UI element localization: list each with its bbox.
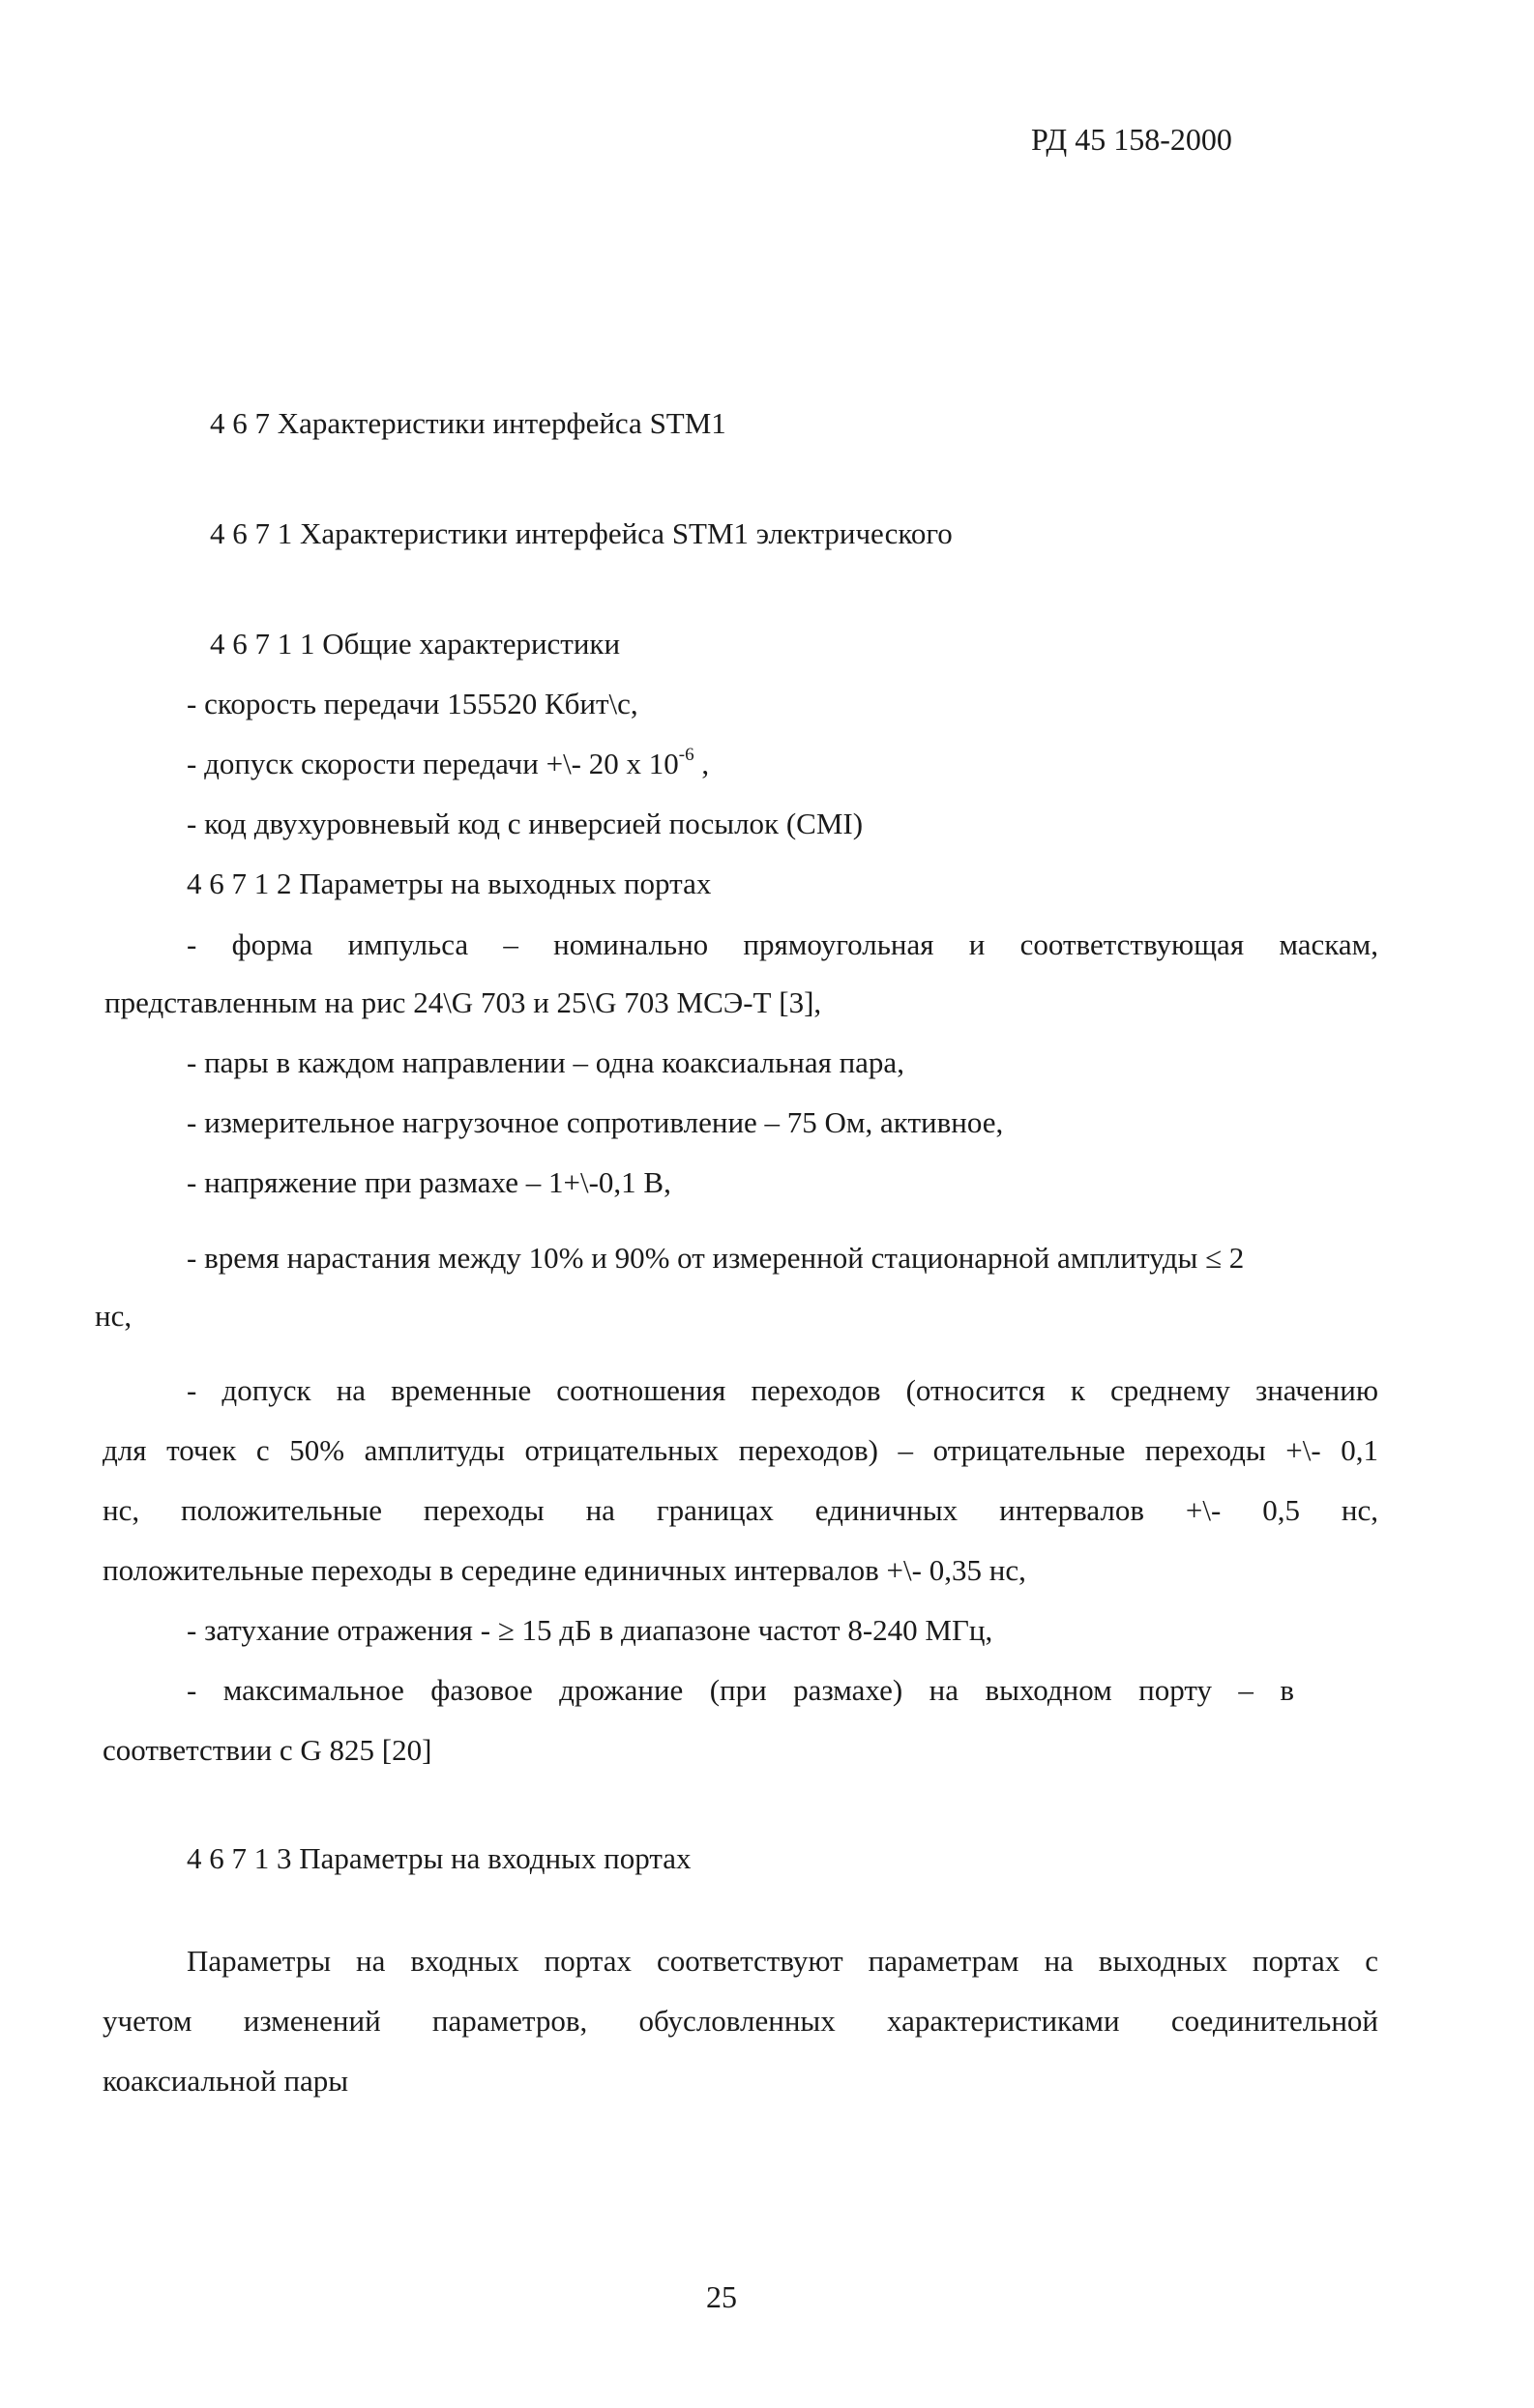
- list-item-timing-line3: нс, положительные переходы на границах единичных интервалов +\- 0,5 нс,: [103, 1493, 1378, 1527]
- paragraph-input-line1: Параметры на входных портах соответствуют параметрам на выходных портах с: [187, 1944, 1378, 1978]
- list-item-load-resistance: - измерительное нагрузочное сопротивление – 75 Ом, активное,: [187, 1105, 1004, 1139]
- paragraph-input-line3: коаксиальной пары: [103, 2064, 349, 2098]
- section-heading-4-6-7-1: 4 6 7 1 Характеристики интерфейса STM1 электрического: [210, 516, 953, 550]
- list-item-pulse-shape-line2: представленным на рис 24\G 703 и 25\G 703 МСЭ-Т [3],: [104, 985, 822, 1019]
- section-heading-4-6-7-1-3: 4 6 7 1 3 Параметры на входных портах: [187, 1841, 692, 1875]
- page-number: 25: [706, 2279, 737, 2314]
- document-code-header: РД 45 158-2000: [1031, 122, 1232, 157]
- list-item-rise-time-line1: - время нарастания между 10% и 90% от измеренной стационарной амплитуды ≤ 2: [187, 1241, 1245, 1275]
- list-item-rate-tolerance: [187, 745, 709, 783]
- list-item-peak-voltage: - напряжение при размахе – 1+\-0,1 В,: [187, 1165, 671, 1199]
- tolerance-text: - допуск скорости передачи +\- 20 х 10: [187, 747, 679, 780]
- tolerance-exponent: -6: [678, 745, 694, 765]
- list-item-timing-line4: положительные переходы в середине единичных интервалов +\- 0,35 нс,: [103, 1553, 1026, 1587]
- section-heading-4-6-7-1-1: 4 6 7 1 1 Общие характеристики: [210, 627, 621, 661]
- list-item-line-code: - код двухуровневый код с инверсией посылок (CMI): [187, 807, 864, 840]
- list-item-jitter-line1: - максимальное фазовое дрожание (при размахе) на выходном порту – в: [187, 1673, 1294, 1707]
- list-item-return-loss: - затухание отражения - ≥ 15 дБ в диапазоне частот 8-240 МГц,: [187, 1613, 993, 1647]
- list-item-timing-line2: для точек с 50% амплитуды отрицательных переходов) – отрицательные переходы +\- 0,1: [103, 1433, 1378, 1467]
- list-item-pairs: - пары в каждом направлении – одна коаксиальная пара,: [187, 1045, 904, 1079]
- list-item-timing-line1: - допуск на временные соотношения переходов (относится к среднему значению: [187, 1373, 1378, 1407]
- list-item-transfer-rate: - скорость передачи 155520 Кбит\с,: [187, 687, 638, 720]
- paragraph-input-line2: учетом изменений параметров, обусловленных характеристиками соединительной: [103, 2004, 1378, 2038]
- list-item-rise-time-line2: нс,: [95, 1299, 133, 1333]
- tolerance-end: ,: [693, 747, 710, 780]
- section-heading-4-6-7: 4 6 7 Характеристики интерфейса STM1: [210, 406, 726, 440]
- list-item-pulse-shape-line1: - форма импульса – номинально прямоугольная и соответствующая маскам,: [187, 927, 1378, 961]
- section-heading-4-6-7-1-2: 4 6 7 1 2 Параметры на выходных портах: [187, 866, 712, 900]
- list-item-jitter-line2: соответствии с G 825 [20]: [103, 1733, 432, 1767]
